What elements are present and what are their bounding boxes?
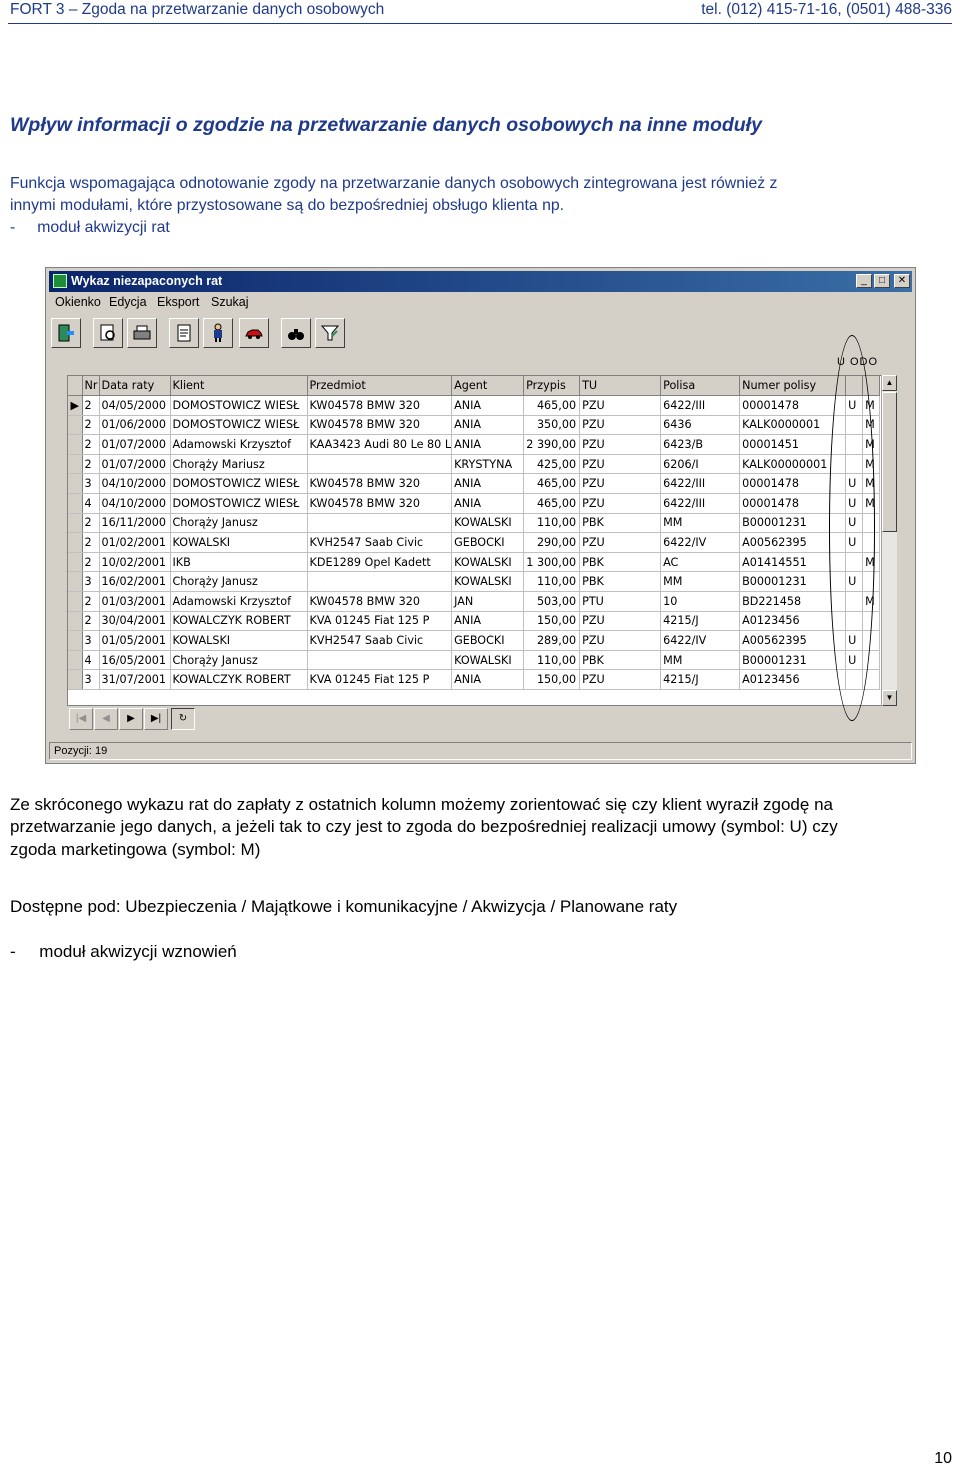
table-cell: KOWALSKI [452,513,524,533]
table-cell: A0123456 [740,670,846,690]
body-para-1-line-3: zgoda marketingowa (symbol: M) [10,840,261,859]
table-cell: B00001231 [740,513,846,533]
table-cell: ANIA [452,435,524,455]
table-cell: PZU [580,454,661,474]
table-row[interactable] [68,533,880,553]
table-cell: 1 300,00 [524,552,580,572]
table-row[interactable] [68,650,880,670]
row-indicator [68,572,82,592]
column-header[interactable]: Data raty [99,376,170,396]
table-cell: 6423/B [661,435,740,455]
document-icon[interactable] [169,318,199,348]
filter-icon[interactable] [315,318,345,348]
table-cell: KALK0000001 [740,415,846,435]
table-cell: U [846,474,863,494]
table-cell: KAA3423 Audi 80 Le 80 L [307,435,452,455]
table-cell: PZU [580,631,661,651]
row-indicator [68,611,82,631]
table-cell: 2 [82,396,99,416]
table-cell: 3 [82,474,99,494]
table-cell: 465,00 [524,396,580,416]
table-cell: 110,00 [524,513,580,533]
table-cell: JAN [452,591,524,611]
table-cell: PZU [580,474,661,494]
table-cell: 01/03/2001 [99,591,170,611]
table-cell: M [863,552,880,572]
table-cell: A00562395 [740,631,846,651]
table-cell: 6206/I [661,454,740,474]
row-indicator [68,493,82,513]
table-cell: 4215/J [661,670,740,690]
table-cell: ANIA [452,474,524,494]
minimize-button[interactable]: _ [856,274,872,288]
table-row[interactable] [68,396,880,416]
body-para-1-line-2: przetwarzanie jego danych, a jeżeli tak to czy jest to zgoda do bezpośredniej realizacji umowy (symbol: U) czy [10,817,838,836]
table-cell: DOMOSTOWICZ WIESŁ [170,396,307,416]
table-cell: Chorąży Janusz [170,572,307,592]
table-row[interactable] [68,591,880,611]
table-cell: M [863,415,880,435]
table-cell: KVA 01245 Fiat 125 P [307,611,452,631]
table-cell: 350,00 [524,415,580,435]
table-cell: MM [661,572,740,592]
table-cell: PTU [580,591,661,611]
table-cell: KOWALSKI [170,631,307,651]
page-header-title: FORT 3 – Zgoda na przetwarzanie danych osobowych [10,1,385,18]
table-cell [307,572,452,592]
table-row[interactable] [68,631,880,651]
page-number: 10 [934,1450,952,1467]
refresh-icon[interactable]: ↻ [171,708,195,730]
table-cell: 6422/IV [661,631,740,651]
row-indicator [68,454,82,474]
table-cell: 04/10/2000 [99,474,170,494]
table-cell: PBK [580,572,661,592]
row-indicator-header [68,376,82,396]
table-cell: 00001478 [740,396,846,416]
column-header[interactable]: Przypis [524,376,580,396]
table-cell: 2 [82,611,99,631]
table-cell: KVH2547 Saab Civic [307,631,452,651]
row-indicator [68,435,82,455]
table-cell: KALK00000001 [740,454,846,474]
table-row[interactable] [68,513,880,533]
first-record-icon[interactable]: |◀ [69,708,93,730]
table-cell: KW04578 BMW 320 [307,474,452,494]
close-button[interactable]: ✕ [894,274,910,288]
table-cell: KDE1289 Opel Kadett [307,552,452,572]
table-cell: 150,00 [524,611,580,631]
menu-edycja[interactable]: Edycja [109,295,147,309]
table-cell: KOWALSKI [452,650,524,670]
row-indicator [68,591,82,611]
table-cell: 6422/IV [661,533,740,553]
table-cell: U [846,396,863,416]
menu-szukaj[interactable]: Szukaj [211,295,249,309]
vertical-scrollbar[interactable] [881,375,897,706]
table-cell: Chorąży Janusz [170,513,307,533]
table-cell: Adamowski Krzysztof [170,591,307,611]
table-cell: 2 [82,533,99,553]
table-cell: PBK [580,513,661,533]
table-cell: GEBOCKI [452,631,524,651]
row-indicator [68,533,82,553]
table-cell: GEBOCKI [452,533,524,553]
table-cell: 150,00 [524,670,580,690]
table-cell [307,454,452,474]
prior-record-icon[interactable]: ◀ [94,708,118,730]
table-cell: KOWALSKI [452,552,524,572]
table-cell: PZU [580,611,661,631]
table-cell: 289,00 [524,631,580,651]
column-header[interactable]: Numer polisy [740,376,846,396]
table-cell: KVH2547 Saab Civic [307,533,452,553]
bullet-renewals: - moduł akwizycji wznowień [10,942,237,961]
table-cell: M [863,493,880,513]
row-indicator [68,631,82,651]
table-cell: KRYSTYNA [452,454,524,474]
table-cell: U [846,493,863,513]
app-window [45,267,916,764]
table-row[interactable] [68,474,880,494]
table-cell: U [846,572,863,592]
highlight-ellipse [829,335,875,721]
header-divider [8,23,952,24]
table-cell: M [863,591,880,611]
table-cell: PZU [580,396,661,416]
table-row[interactable] [68,415,880,435]
table-cell: PZU [580,670,661,690]
scroll-thumb[interactable] [882,392,897,532]
table-cell: 110,00 [524,650,580,670]
table-cell: U [846,533,863,553]
table-row[interactable] [68,454,880,474]
table-cell: A00562395 [740,533,846,553]
column-header[interactable]: TU [580,376,661,396]
table-cell: M [863,454,880,474]
app-icon [53,274,67,288]
table-cell: Adamowski Krzysztof [170,435,307,455]
table-cell: MM [661,650,740,670]
table-cell: 10 [661,591,740,611]
table-cell: A0123456 [740,611,846,631]
column-header[interactable]: Nr [82,376,99,396]
table-cell: 2 [82,454,99,474]
table-cell: M [863,396,880,416]
table-cell: 110,00 [524,572,580,592]
table-cell: U [846,631,863,651]
next-record-icon[interactable]: ▶ [119,708,143,730]
table-row[interactable] [68,572,880,592]
table-cell: ANIA [452,493,524,513]
print-icon[interactable] [127,318,157,348]
navigation-path: Dostępne pod: Ubezpieczenia / Majątkowe i komunikacyjne / Akwizycja / Planowane raty [10,897,678,916]
window-titlebar [49,271,912,292]
table-cell: 01/05/2001 [99,631,170,651]
table-cell: BD221458 [740,591,846,611]
column-header[interactable]: Polisa [661,376,740,396]
table-cell: 6422/III [661,396,740,416]
table-cell: 16/11/2000 [99,513,170,533]
table-cell: DOMOSTOWICZ WIESŁ [170,474,307,494]
table-cell: 2 [82,513,99,533]
intro-line-1: Funkcja wspomagająca odnotowanie zgody na przetwarzanie danych osobowych zintegrowana jest również z [10,175,778,192]
table-cell: ANIA [452,396,524,416]
table-cell: KOWALSKI [452,572,524,592]
table-cell: 01/06/2000 [99,415,170,435]
table-cell: 00001451 [740,435,846,455]
intro-line-2: innymi modułami, które przystosowane są do bezpośredniej obsługo klienta np. [10,197,565,214]
table-cell: AC [661,552,740,572]
table-cell: 3 [82,572,99,592]
table-cell: 3 [82,670,99,690]
table-cell: A01414551 [740,552,846,572]
column-header[interactable]: Klient [170,376,307,396]
body-para-1-line-1: Ze skróconego wykazu rat do zapłaty z ostatnich kolumn możemy zorientować się czy klient wyraził zgodę na [10,795,833,814]
table-cell: 04/05/2000 [99,396,170,416]
table-cell: 3 [82,631,99,651]
table-cell: 30/04/2001 [99,611,170,631]
table-cell: PZU [580,415,661,435]
row-indicator [68,670,82,690]
person-icon[interactable] [203,318,233,348]
table-cell: KW04578 BMW 320 [307,396,452,416]
binoculars-icon[interactable] [281,318,311,348]
table-cell: M [863,435,880,455]
table-cell: PBK [580,650,661,670]
consent-column-label: U ODO [837,356,879,368]
maximize-button[interactable]: □ [874,274,890,288]
table-cell: M [863,474,880,494]
table-cell: KW04578 BMW 320 [307,415,452,435]
last-record-icon[interactable]: ▶| [144,708,168,730]
table-cell: U [846,513,863,533]
table-cell: B00001231 [740,572,846,592]
row-indicator [68,474,82,494]
table-cell: 4 [82,493,99,513]
table-cell: KVA 01245 Fiat 125 P [307,670,452,690]
table-cell: 31/07/2001 [99,670,170,690]
table-cell: 290,00 [524,533,580,553]
installments-grid [67,375,897,706]
table-cell: 465,00 [524,493,580,513]
status-bar [49,742,912,760]
table-cell: KOWALCZYK ROBERT [170,611,307,631]
table-cell: 4 [82,650,99,670]
table-row[interactable] [68,552,880,572]
table-cell: DOMOSTOWICZ WIESŁ [170,415,307,435]
table-cell: 6436 [661,415,740,435]
table-cell: 425,00 [524,454,580,474]
table-row[interactable] [68,670,880,690]
table-cell: KOWALSKI [170,533,307,553]
exit-door-icon[interactable] [51,318,81,348]
table-cell: Chorąży Mariusz [170,454,307,474]
row-indicator: ▶ [68,396,82,416]
table-cell: KW04578 BMW 320 [307,493,452,513]
scroll-down-arrow-icon[interactable]: ▼ [882,690,897,706]
record-count: Pozycji: 19 [54,745,108,757]
table-cell: ANIA [452,670,524,690]
table-cell: KOWALCZYK ROBERT [170,670,307,690]
car-icon[interactable] [239,318,269,348]
table-cell: PBK [580,552,661,572]
preview-icon[interactable] [93,318,123,348]
intro-bullet: - moduł akwizycji rat [10,219,170,236]
menu-eksport[interactable]: Eksport [157,295,200,309]
table-cell: 2 [82,415,99,435]
menu-okienko[interactable]: Okienko [55,295,101,309]
row-indicator [68,415,82,435]
table-cell: 2 390,00 [524,435,580,455]
table-cell: IKB [170,552,307,572]
window-title: Wykaz niezapaconych rat [71,274,223,288]
grid-header-row [68,376,880,396]
toolbar [49,316,912,352]
table-cell: 01/07/2000 [99,454,170,474]
table-cell: 4215/J [661,611,740,631]
row-indicator [68,552,82,572]
column-header[interactable]: Agent [452,376,524,396]
table-cell: 465,00 [524,474,580,494]
table-cell: 6422/III [661,493,740,513]
table-cell: PZU [580,493,661,513]
table-cell: Chorąży Janusz [170,650,307,670]
page-header-phone: tel. (012) 415-71-16, (0501) 488-336 [701,1,952,18]
table-cell: PZU [580,435,661,455]
section-title: Wpływ informacji o zgodzie na przetwarzanie danych osobowych na inne moduły [10,114,762,136]
table-cell: PZU [580,533,661,553]
table-cell: KW04578 BMW 320 [307,591,452,611]
table-cell: B00001231 [740,650,846,670]
table-cell: 04/10/2000 [99,493,170,513]
scroll-up-arrow-icon[interactable]: ▲ [882,375,897,391]
table-cell: 01/02/2001 [99,533,170,553]
table-cell: 00001478 [740,474,846,494]
table-cell: ANIA [452,415,524,435]
row-indicator [68,513,82,533]
table-cell: 01/07/2000 [99,435,170,455]
row-indicator [68,650,82,670]
table-cell: 2 [82,435,99,455]
table-row[interactable] [68,435,880,455]
table-row[interactable] [68,493,880,513]
table-cell: ANIA [452,611,524,631]
table-cell: 2 [82,552,99,572]
table-cell: 503,00 [524,591,580,611]
table-cell [307,513,452,533]
table-cell: 6422/III [661,474,740,494]
table-cell: MM [661,513,740,533]
table-cell: 2 [82,591,99,611]
column-header[interactable]: Przedmiot [307,376,452,396]
table-cell: 00001478 [740,493,846,513]
table-row[interactable] [68,611,880,631]
table-cell: DOMOSTOWICZ WIESŁ [170,493,307,513]
table-cell: 16/02/2001 [99,572,170,592]
table-cell: 10/02/2001 [99,552,170,572]
table-cell: U [846,650,863,670]
table-cell [307,650,452,670]
table-cell: 16/05/2001 [99,650,170,670]
